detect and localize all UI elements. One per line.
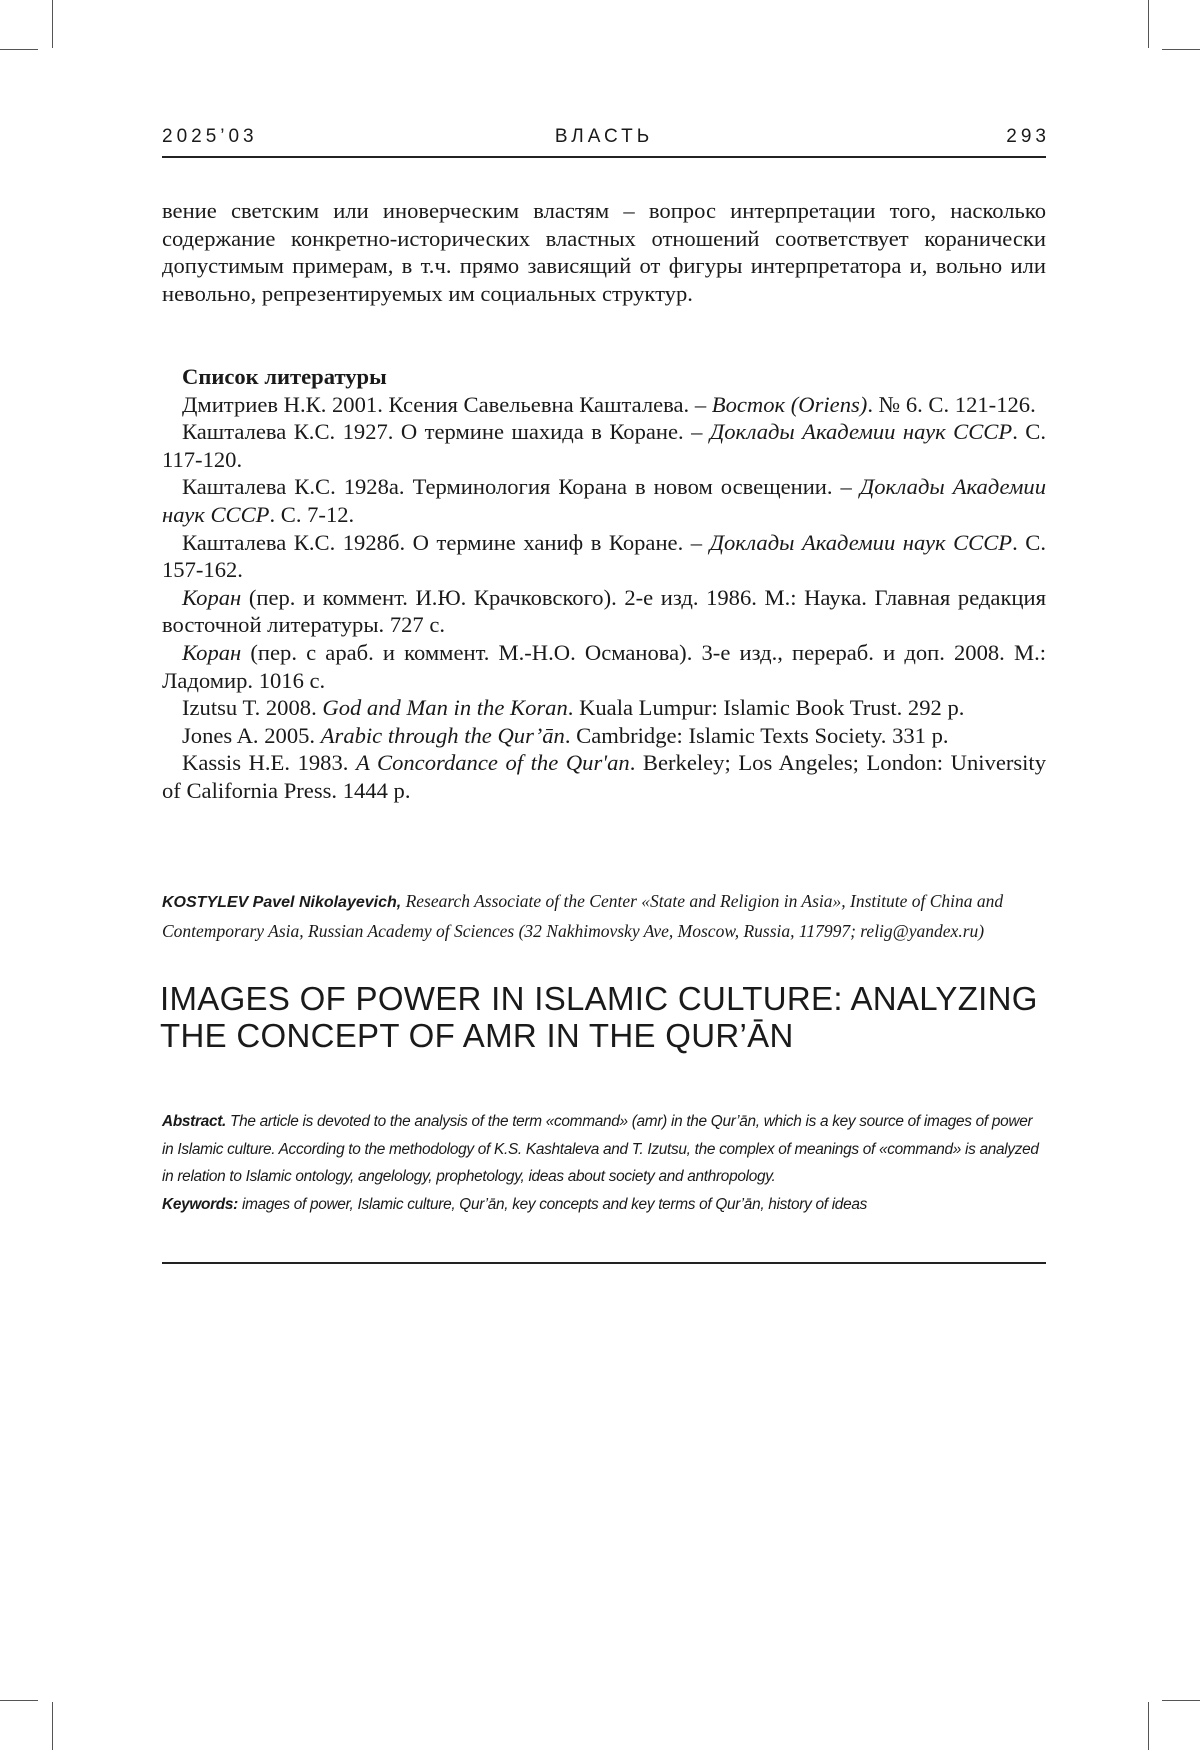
references-title: Список литературы — [162, 363, 1046, 391]
author-info — [162, 887, 1046, 945]
reference-item: Кашталева К.С. 1928б. О термине ханиф в Коране. – Доклады Академии наук СССР. С. 157-162. — [162, 529, 1046, 584]
abstract-block — [162, 1108, 1046, 1218]
crop-mark — [0, 49, 38, 50]
author-name: KOSTYLEV Pavel Nikolayevich, — [162, 894, 401, 911]
journal-name: ВЛАСТЬ — [162, 126, 1046, 148]
crop-mark — [52, 1702, 53, 1750]
title-line-1: IMAGES OF POWER IN ISLAMIC CULTURE: ANALYZING — [160, 980, 1038, 1017]
body-paragraph: вение светским или иноверческим властям – вопрос интерпретации того, насколько содержание конкретно-исторических властных отношений соответствует коранически допустимым примерам, в т.ч. прямо зависящий от фигуры интерпретатора и, вольно или невольно, репрезентируемых им социальных структур. — [162, 197, 1046, 307]
crop-mark — [52, 0, 53, 48]
reference-item: Коран (пер. и коммент. И.Ю. Крачковского). 2-е изд. 1986. М.: Наука. Главная редакция восточной литературы. 727 с. — [162, 584, 1046, 639]
title-line-2: THE CONCEPT OF AMR IN THE QUR’ĀN — [160, 1017, 794, 1054]
abstract-text: The article is devoted to the analysis of the term «command» (amr) in the Qur’ān, which is a key source of images of power in Islamic culture. According to the methodology of K.S. Kashtaleva and T. Izutsu, the complex of meanings of «command» is analyzed in relation to Islamic ontology, angelology, prophetology, ideas about society and anthropology. — [162, 1113, 1039, 1185]
crop-mark — [1162, 49, 1200, 50]
abstract-label: Abstract. — [162, 1113, 226, 1130]
crop-mark — [1148, 1702, 1149, 1750]
keywords-label: Keywords: — [162, 1196, 238, 1213]
abstract — [162, 1108, 1046, 1191]
keywords-text: images of power, Islamic culture, Qur’ān, key concepts and key terms of Qur’ān, history of ideas — [238, 1196, 867, 1213]
author-details: Research Associate of the Center «State and Religion in Asia», Institute of China and Contemporary Asia, Russian Academy of Sciences (32 Nakhimovsky Ave, Moscow, Russia, 117997; relig@yandex.ru) — [162, 891, 1003, 941]
reference-item: Коран (пер. с араб. и коммент. М.-Н.О. Османова). 3-е изд., перераб. и доп. 2008. М.: Ладомир. 1016 с. — [162, 639, 1046, 694]
article-title — [160, 980, 1060, 1054]
references-section — [162, 363, 1046, 805]
reference-item: Кашталева К.С. 1928а. Терминология Корана в новом освещении. – Доклады Академии наук СССР. С. 7-12. — [162, 473, 1046, 528]
issue-number: 2025’03 — [162, 126, 258, 148]
reference-item: Kassis H.E. 1983. A Concordance of the Qur'an. Berkeley; Los Angeles; London: University of California Press. 1444 p. — [162, 749, 1046, 804]
reference-item: Кашталева К.С. 1927. О термине шахида в Коране. – Доклады Академии наук СССР. С. 117-120. — [162, 418, 1046, 473]
page-number: 293 — [1006, 126, 1050, 148]
reference-item: Дмитриев Н.К. 2001. Ксения Савельевна Кашталева. – Восток (Oriens). № 6. С. 121-126. — [162, 391, 1046, 419]
reference-item: Izutsu T. 2008. God and Man in the Koran. Kuala Lumpur: Islamic Book Trust. 292 p. — [162, 694, 1046, 722]
crop-mark — [1148, 0, 1149, 48]
crop-mark — [1162, 1700, 1200, 1701]
reference-item: Jones A. 2005. Arabic through the Qur’ān. Cambridge: Islamic Texts Society. 331 p. — [162, 722, 1046, 750]
running-header — [162, 126, 1046, 158]
bottom-rule — [162, 1262, 1046, 1264]
keywords — [162, 1191, 1046, 1219]
crop-mark — [0, 1700, 38, 1701]
